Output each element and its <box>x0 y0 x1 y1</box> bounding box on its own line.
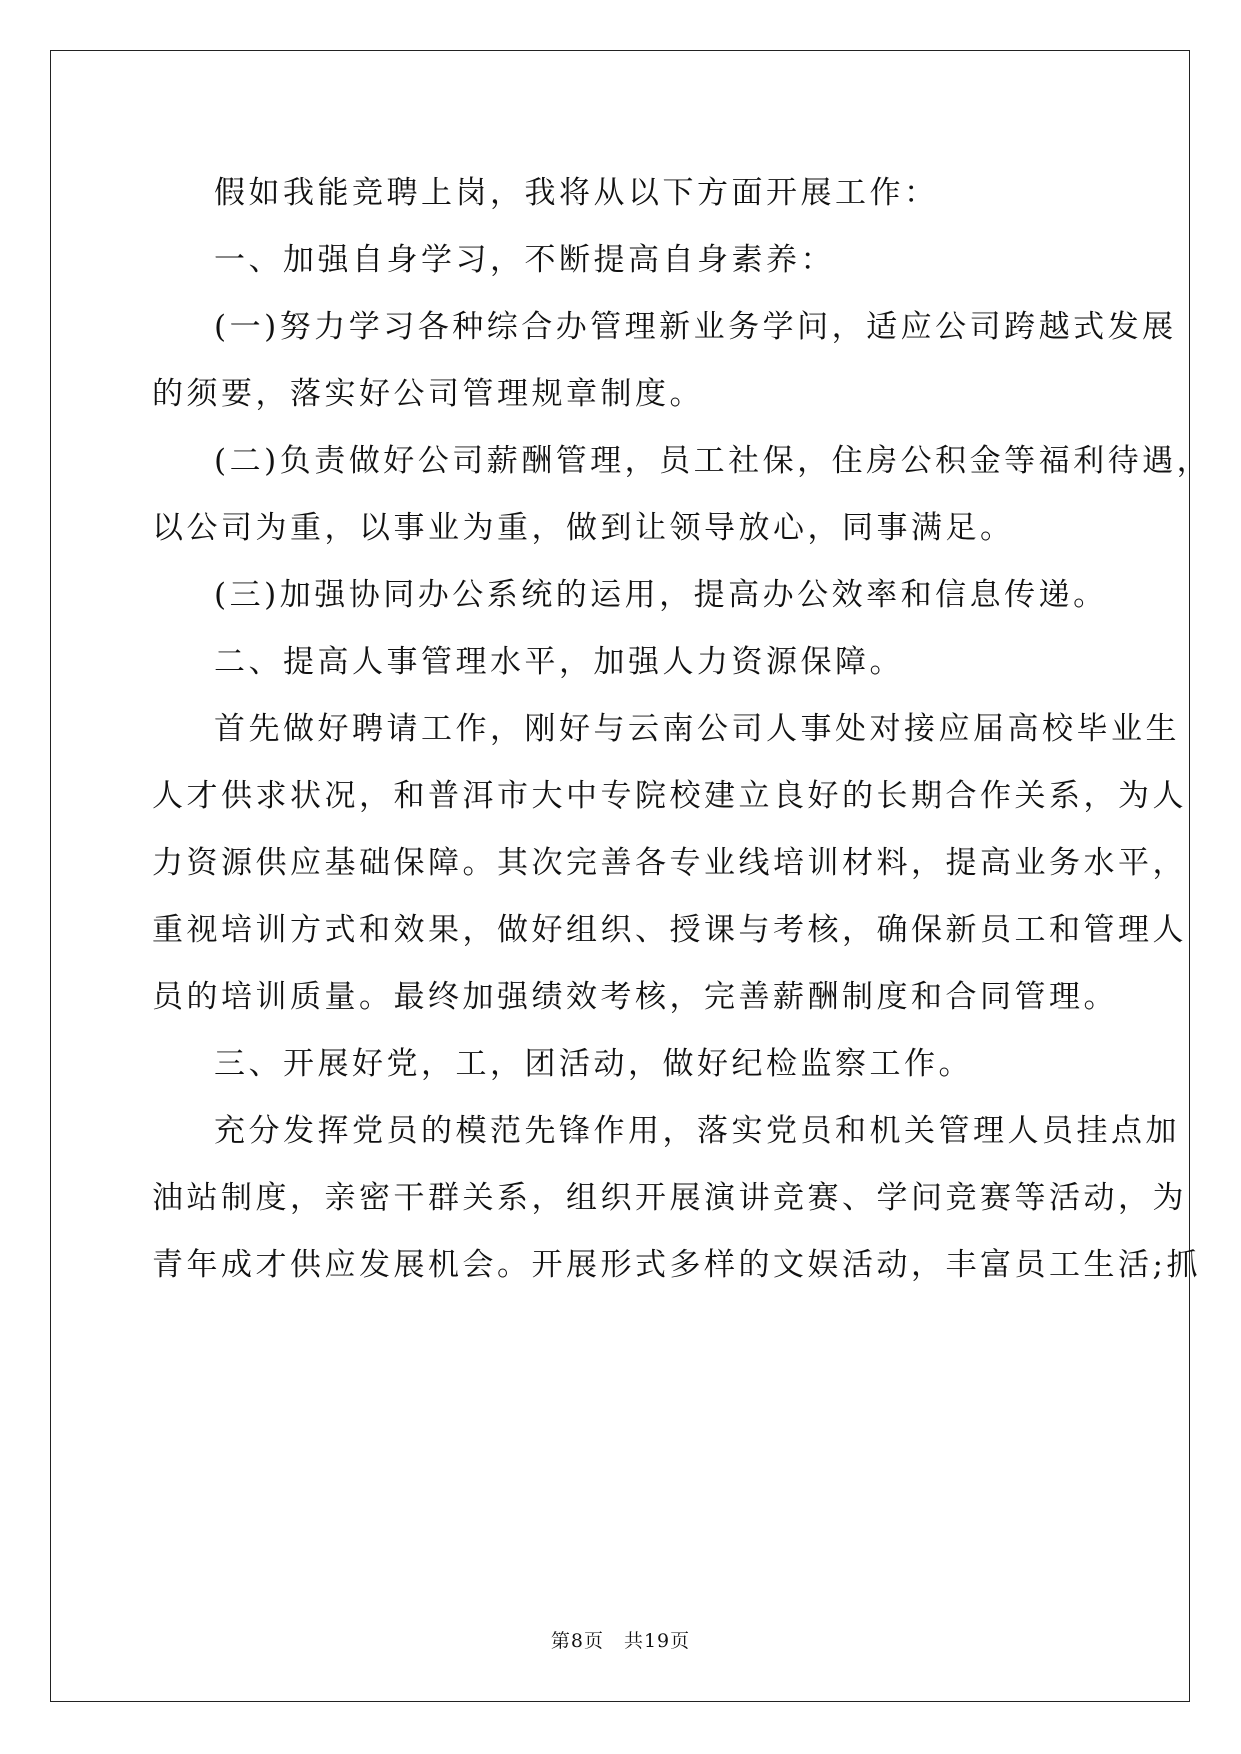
text-line: 重视培训方式和效果，做好组织、授课与考核，确保新员工和管理人 <box>152 912 1187 948</box>
text-line: 以公司为重，以事业为重，做到让领导放心，同事满足。 <box>152 510 1015 546</box>
text-line: 二、提高人事管理水平，加强人力资源保障。 <box>214 644 904 680</box>
text-line: 人才供求状况，和普洱市大中专院校建立良好的长期合作关系，为人 <box>152 778 1187 814</box>
text-line: 员的培训质量。最终加强绩效考核，完善薪酬制度和合同管理。 <box>152 979 1118 1015</box>
text-line: 首先做好聘请工作，刚好与云南公司人事处对接应届高校毕业生 <box>214 711 1180 747</box>
text-line: 一、加强自身学习，不断提高自身素养： <box>214 242 835 278</box>
text-line: 充分发挥党员的模范先锋作用，落实党员和机关管理人员挂点加 <box>214 1113 1180 1149</box>
page-number-footer: 第8页 共19页 <box>550 1630 691 1652</box>
text-line: (二)负责做好公司薪酬管理，员工社保，住房公积金等福利待遇， <box>214 443 1212 479</box>
text-line: 油站制度，亲密干群关系，组织开展演讲竞赛、学问竞赛等活动，为 <box>152 1180 1187 1216</box>
text-line: 青年成才供应发展机会。开展形式多样的文娱活动，丰富员工生活;抓 <box>152 1247 1201 1283</box>
text-line: 假如我能竞聘上岗，我将从以下方面开展工作： <box>214 175 939 211</box>
text-line: (一)努力学习各种综合办管理新业务学问，适应公司跨越式发展 <box>214 309 1177 345</box>
document-body <box>152 160 1212 1299</box>
text-line: 三、开展好党，工，团活动，做好纪检监察工作。 <box>214 1046 973 1082</box>
text-line: 力资源供应基础保障。其次完善各专业线培训材料，提高业务水平， <box>152 845 1187 881</box>
text-line: 的须要，落实好公司管理规章制度。 <box>152 376 704 412</box>
text-line: (三)加强协同办公系统的运用，提高办公效率和信息传递。 <box>214 577 1108 613</box>
